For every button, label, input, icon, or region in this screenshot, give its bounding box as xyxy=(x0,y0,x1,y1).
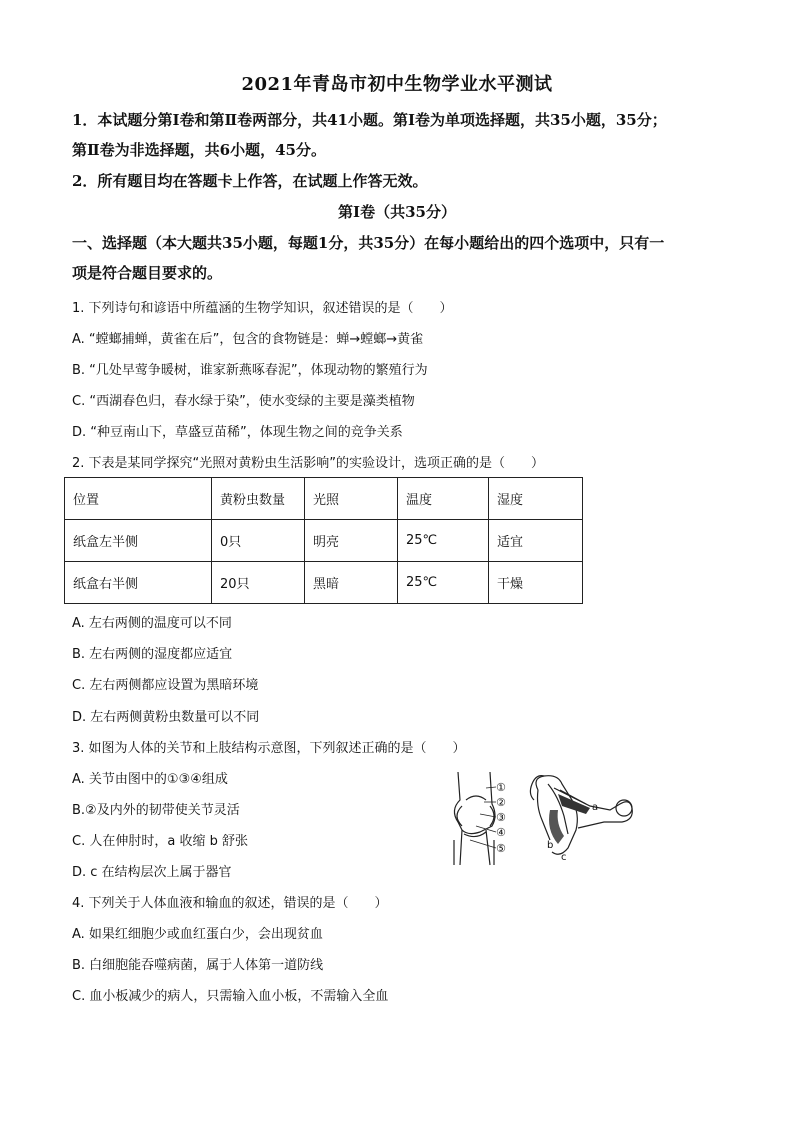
table-header-cell: 黄粉虫数量 xyxy=(212,478,305,520)
question-3-option-d: D. c 在结构层次上属于器官 xyxy=(72,865,232,880)
instruction-line-3: 2．所有题目均在答题卡上作答，在试题上作答无效。 xyxy=(72,172,428,190)
table-header-cell: 温度 xyxy=(398,478,489,520)
question-1-option-a: A. “螳螂捕蝉，黄雀在后”，包含的食物链是：蝉→螳螂→黄雀 xyxy=(72,332,424,347)
question-1-option-b: B. “几处早莺争暖树，谁家新燕啄春泥”，体现动物的繁殖行为 xyxy=(72,363,428,378)
part-heading-line-1: 一、选择题（本大题共35小题，每题1分，共35分）在每小题给出的四个选项中，只有一 xyxy=(72,234,665,252)
question-2-stem: 2. 下表是某同学探究“光照对黄粉虫生活影响”的实验设计，选项正确的是（ ） xyxy=(72,456,545,471)
figure-label-3: ③ xyxy=(496,811,506,824)
question-2-option-d: D. 左右两侧黄粉虫数量可以不同 xyxy=(72,710,260,725)
joint-arm-figure xyxy=(440,770,650,870)
triceps-muscle-shading xyxy=(549,810,564,844)
question-1-option-d: D. “种豆南山下，草盛豆苗稀”，体现生物之间的竞争关系 xyxy=(72,425,403,440)
question-3-option-c: C. 人在伸肘时，a 收缩 b 舒张 xyxy=(72,834,248,849)
question-4-option-b: B. 白细胞能吞噬病菌，属于人体第一道防线 xyxy=(72,958,324,973)
table-cell: 20只 xyxy=(212,562,305,604)
question-4-option-a: A. 如果红细胞少或血红蛋白少，会出现贫血 xyxy=(72,927,323,942)
figure-label-5: ⑤ xyxy=(496,842,506,855)
table-cell: 适宜 xyxy=(489,520,583,562)
question-3-option-b: B.②及内外的韧带使关节灵活 xyxy=(72,803,240,818)
table-cell: 黑暗 xyxy=(305,562,398,604)
figure-label-c: c xyxy=(561,852,567,863)
table-header-cell: 湿度 xyxy=(489,478,583,520)
instruction-line-1: 1．本试题分第Ⅰ卷和第Ⅱ卷两部分，共41小题。第Ⅰ卷为单项选择题，共35小题，35分； xyxy=(72,111,667,129)
question-2-option-a: A. 左右两侧的温度可以不同 xyxy=(72,616,232,631)
exam-title: 2021年青岛市初中生物学业水平测试 xyxy=(241,74,553,95)
figure-label-1: ① xyxy=(496,781,506,794)
table-cell: 明亮 xyxy=(305,520,398,562)
question-1-option-c: C. “西湖春色归，春水绿于染”，使水变绿的主要是藻类植物 xyxy=(72,394,415,409)
table-cell: 0只 xyxy=(212,520,305,562)
experiment-table xyxy=(64,477,583,604)
table-row xyxy=(65,520,583,562)
section-title: 第Ⅰ卷（共35分） xyxy=(338,203,456,221)
table-cell: 纸盒左半侧 xyxy=(65,520,212,562)
table-header-row xyxy=(65,478,583,520)
question-3-stem: 3. 如图为人体的关节和上肢结构示意图，下列叙述正确的是（ ） xyxy=(72,741,466,756)
question-2-option-b: B. 左右两侧的湿度都应适宜 xyxy=(72,647,233,662)
question-1-stem: 1. 下列诗句和谚语中所蕴涵的生物学知识，叙述错误的是（ ） xyxy=(72,301,453,316)
knee-joint-drawing xyxy=(454,772,495,865)
table-cell: 25℃ xyxy=(398,520,489,562)
table-header-cell: 位置 xyxy=(65,478,212,520)
figure-label-b: b xyxy=(547,840,554,851)
table-row xyxy=(65,562,583,604)
question-4-option-c: C. 血小板减少的病人，只需输入血小板，不需输入全血 xyxy=(72,989,389,1004)
table-header-cell: 光照 xyxy=(305,478,398,520)
part-heading-line-2: 项是符合题目要求的。 xyxy=(72,264,223,282)
figure-label-2: ② xyxy=(496,796,506,809)
figure-label-a: a xyxy=(592,802,599,813)
upper-arm-drawing xyxy=(530,776,632,855)
table-cell: 25℃ xyxy=(398,562,489,604)
table-cell: 纸盒右半侧 xyxy=(65,562,212,604)
table-cell: 干燥 xyxy=(489,562,583,604)
question-3-option-a: A. 关节由图中的①③④组成 xyxy=(72,772,228,787)
question-4-stem: 4. 下列关于人体血液和输血的叙述，错误的是（ ） xyxy=(72,896,388,911)
question-2-option-c: C. 左右两侧都应设置为黑暗环境 xyxy=(72,678,259,693)
figure-label-4: ④ xyxy=(496,826,506,839)
instruction-line-2: 第Ⅱ卷为非选择题，共6小题，45分。 xyxy=(72,141,326,159)
